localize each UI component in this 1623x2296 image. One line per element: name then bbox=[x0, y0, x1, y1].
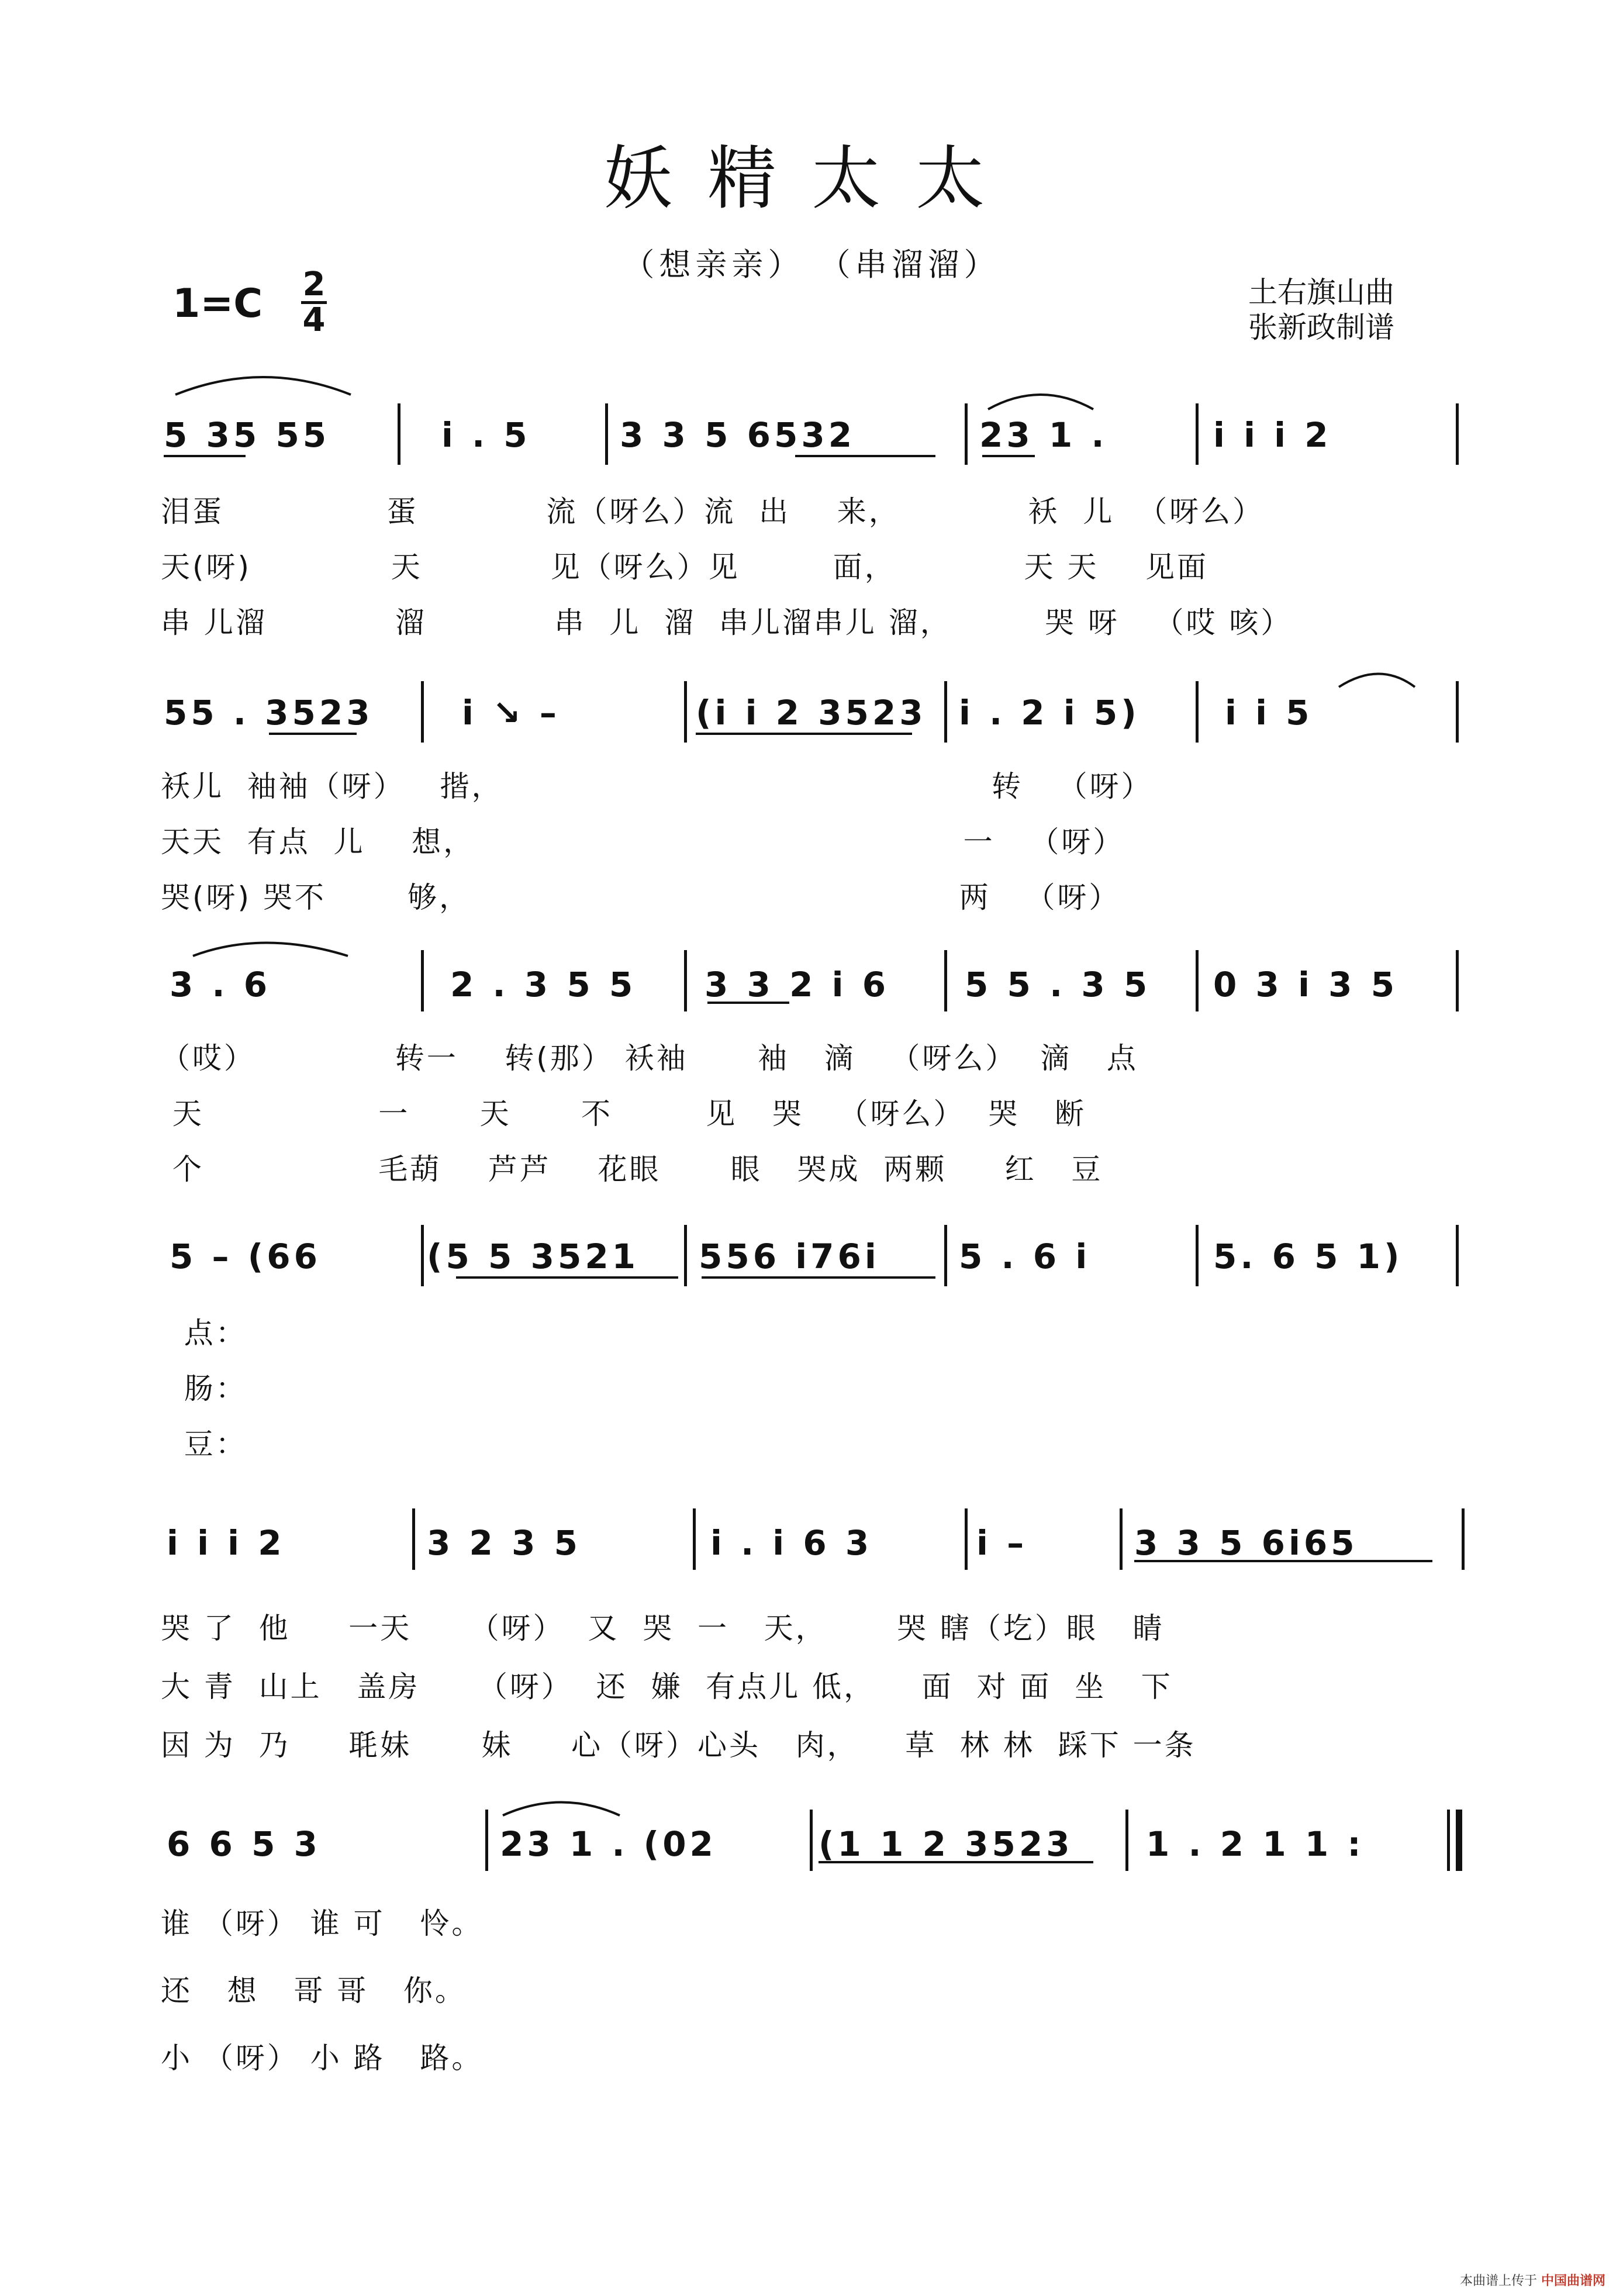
measure: 5 35 55 bbox=[164, 415, 330, 455]
measure: (5 5 3521 bbox=[427, 1237, 640, 1276]
lyric-line: 点： bbox=[161, 1316, 247, 1350]
measure: i i i 2 bbox=[167, 1523, 285, 1563]
lyric-line: 豆： bbox=[161, 1427, 247, 1461]
measure: (1 1 2 3523 bbox=[819, 1824, 1073, 1864]
measure: i i 5 bbox=[1225, 693, 1313, 733]
measure: 23 1 . bbox=[979, 415, 1108, 455]
slur-mark bbox=[988, 395, 1093, 409]
footer-text: 本曲谱上传于 bbox=[1459, 2274, 1537, 2288]
slur-mark bbox=[193, 943, 348, 957]
measure: 23 1 . (02 bbox=[500, 1824, 717, 1864]
lyric-line: 个 毛葫 芦芦 花眼 眼 哭成 两颗 红 豆 bbox=[161, 1152, 1103, 1186]
lyric-line: 哭(呀) 哭不 够， 两 （呀） bbox=[161, 881, 1121, 914]
lyric-line: 还 想 哥 哥 你。 bbox=[161, 1974, 467, 2008]
lyric-line: 哭 了 他 一天 （呀） 又 哭 一 天， 哭 瞎（圪）眼 睛 bbox=[161, 1611, 1165, 1645]
slur-mark bbox=[1339, 674, 1415, 688]
slur-mark bbox=[175, 377, 351, 395]
measure: 3 . 6 bbox=[170, 965, 271, 1004]
footer-brand-logo: 中国曲谱网 bbox=[1541, 2274, 1605, 2288]
lyric-line: 肠： bbox=[161, 1372, 247, 1406]
measure: 5 5 . 3 5 bbox=[965, 965, 1151, 1004]
measure: i . 2 i 5) bbox=[959, 693, 1140, 733]
measure: i i i 2 bbox=[1213, 415, 1332, 455]
lyric-line: 大 青 山上 盖房 （呀） 还 嫌 有点儿 低， 面 对 面 坐 下 bbox=[161, 1670, 1173, 1704]
measure: 5 – (66 bbox=[170, 1237, 321, 1276]
measure: 2 . 3 5 5 bbox=[450, 965, 637, 1004]
time-bottom: 4 bbox=[302, 301, 326, 339]
measure: i ↘ – bbox=[462, 693, 560, 733]
measure: i . i 6 3 bbox=[710, 1523, 873, 1563]
measure: i . 5 bbox=[441, 415, 531, 455]
slur-mark bbox=[503, 1803, 620, 1816]
lyric-line: 天天 有点 儿 想， 一 （呀） bbox=[161, 825, 1125, 859]
measure: 5. 6 5 1) bbox=[1213, 1237, 1403, 1276]
lyric-line: 天 一 天 不 见 哭 （呀么） 哭 断 bbox=[161, 1097, 1086, 1131]
measure: 3 2 3 5 bbox=[427, 1523, 582, 1563]
arranger: 张新政制谱 bbox=[1248, 310, 1394, 344]
measure: i – bbox=[976, 1523, 1028, 1563]
measure: 6 6 5 3 bbox=[167, 1824, 322, 1864]
measure: 5 . 6 i bbox=[959, 1237, 1091, 1276]
score-subtitle: （想亲亲） （串溜溜） bbox=[623, 246, 1000, 283]
measure: 3 3 5 6532 bbox=[620, 415, 856, 455]
measure: 556 i76i bbox=[699, 1237, 880, 1276]
measure: 0 3 i 3 5 bbox=[1213, 965, 1398, 1004]
lyric-line: 泪蛋 蛋 流（呀么）流 出 来， 袄 儿 （呀么） bbox=[161, 495, 1265, 529]
lyric-line: （哎） 转一 转(那） 袄袖 袖 滴 （呀么） 滴 点 bbox=[161, 1041, 1138, 1075]
score-title: 妖精太太 bbox=[603, 138, 1020, 219]
lyric-line: 袄儿 袖袖（呀） 揩， 转 （呀） bbox=[161, 769, 1153, 803]
footer-watermark bbox=[1460, 2271, 1605, 2289]
measure: 55 . 3523 bbox=[164, 693, 374, 733]
measure: 3 3 2 i 6 bbox=[705, 965, 890, 1004]
measure: 3 3 5 6i65 bbox=[1134, 1523, 1358, 1563]
lyric-line: 天(呀) 天 见（呀么）见 面， 天 天 见面 bbox=[161, 550, 1209, 584]
lyric-line: 谁 （呀） 谁 可 怜。 bbox=[161, 1907, 484, 1941]
key-signature: 1=C bbox=[172, 281, 263, 327]
composer: 土右旗山曲 bbox=[1248, 275, 1394, 309]
lyric-line: 串 儿溜 溜 串 儿 溜 串儿溜串儿 溜， 哭 呀 （哎 咳） bbox=[161, 606, 1293, 640]
time-top: 2 bbox=[302, 265, 326, 303]
measure: 1 . 2 1 1 : bbox=[1146, 1824, 1365, 1864]
measure: (i i 2 3523 bbox=[696, 693, 927, 733]
lyric-line: 因 为 乃 毦妹 妹 心（呀）心头 肉， 草 林 林 踩下 一条 bbox=[161, 1728, 1196, 1762]
lyric-line: 小 （呀） 小 路 路。 bbox=[161, 2041, 484, 2075]
